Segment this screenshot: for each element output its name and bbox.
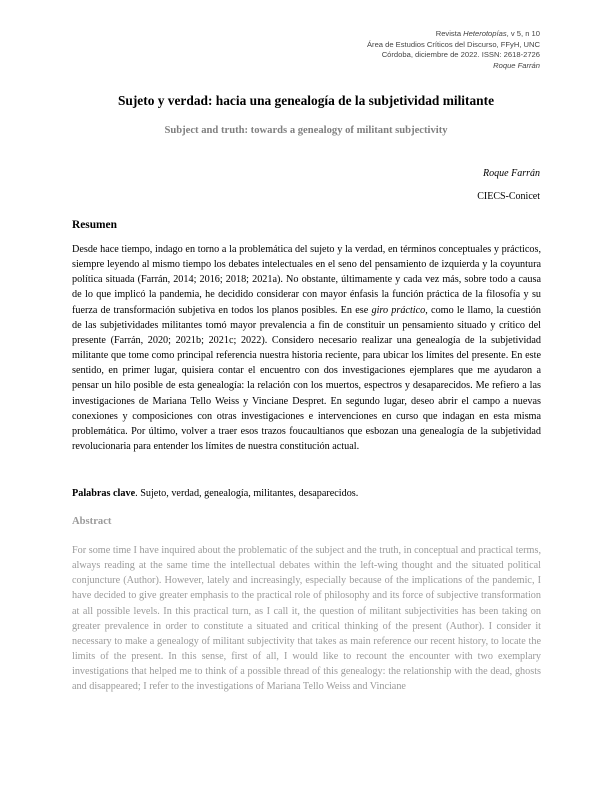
resumen-heading: Resumen (72, 219, 117, 231)
journal-line-3: Córdoba, diciembre de 2022. ISSN: 2618-2726 (381, 50, 540, 60)
article-subtitle: Subject and truth: towards a genealogy of militant subjectivity (164, 125, 448, 136)
abstract-text: For some time I have inquired about the problematic of the subject and the truth, in conceptual and practical terms, always reading at the same time the intellectual debates within the left-wing thought and the situated political conjuncture (Author). However, lately and increasingly, especially because of the implications of the pandemic, I have decided to give greater emphasis to the practical role of philosophy and its force of subjective transformation at all possible levels. In this practical turn, as I call it, the question of militant subjectivities has been taking on greater prevalence in order to constitute a situated and critical thinking of the present (Author). I consider it necessary to make a genealogy of militant subjectivity that takes as main reference our recent history, to locate the limits of the present. In this sense, first of all, I would like to recount the encounter with two exemplary investigations that helped me to think of a possible thread of this genealogy: the relationship with the dead, ghosts and disappeared; I refer to the investigations of Mariana Tello Weiss and Vinciane (72, 545, 541, 693)
journal-line-1: Revista Heterotopías, v 5, n 10 (435, 29, 540, 38)
journal-line-4: Roque Farrán (493, 60, 540, 70)
journal-header (240, 29, 540, 71)
keywords (72, 488, 541, 499)
resumen-text: Desde hace tiempo, indago en torno a la problemática del sujeto y la verdad, en términos conceptuales y prácticos, siempre leyendo al mismo tiempo los debates intelectuales en el seno del pensamiento de izquierda y la coyuntura política situada (Farrán, 2014; 2016; 2018; 2021a). No obstante, últimamente y cada vez más, sobre todo a causa de lo que implicó la pandemia, he decidido considerar con mayor énfasis la función práctica de la filosofía y su fuerza de transformación subjetiva en todos los planos posibles. En ese giro práctico, como le llamo, la cuestión de las subjetividades militantes tomó mayor prevalencia a fin de constituir un pensamiento situado y crítico del presente (Farrán, 2020; 2021b; 2021c; 2022). Considero necesario realizar una genealogía de la subjetividad militante que tome como principal referencia nuestra historia reciente, para ubicar los límites del presente. En este sentido, en primer lugar, quisiera contar el encuentro con dos investigaciones ejemplares que me ayudaron a pensar un hilo posible de esta genealogía: la relación con los muertos, espectros y desaparecidos. Me refiero a las investigaciones de Mariana Tello Weiss y Vinciane Despret. En segundo lugar, deseo abrir el campo a nuevas conexiones y composiciones con otras investigaciones e intervenciones en curso que indagan en esta misma problemática. Por último, volver a traer esos trazos foucaultianos que esbozan una genealogía de la subjetividad revolucionaria para entender los límites de nuestra constitución actual. (72, 244, 541, 453)
keywords-text: . Sujeto, verdad, genealogía, militantes, desaparecidos. (135, 488, 359, 499)
article-title: Sujeto y verdad: hacia una genealogía de la subjetividad militante (117, 93, 495, 108)
author-name: Roque Farrán (483, 168, 540, 179)
abstract-heading: Abstract (72, 516, 112, 527)
journal-line-2: Área de Estudios Críticos del Discurso, FFyH, UNC (366, 39, 540, 49)
author-affiliation: CIECS-Conicet (477, 191, 540, 202)
keywords-label: Palabras clave (72, 488, 136, 499)
